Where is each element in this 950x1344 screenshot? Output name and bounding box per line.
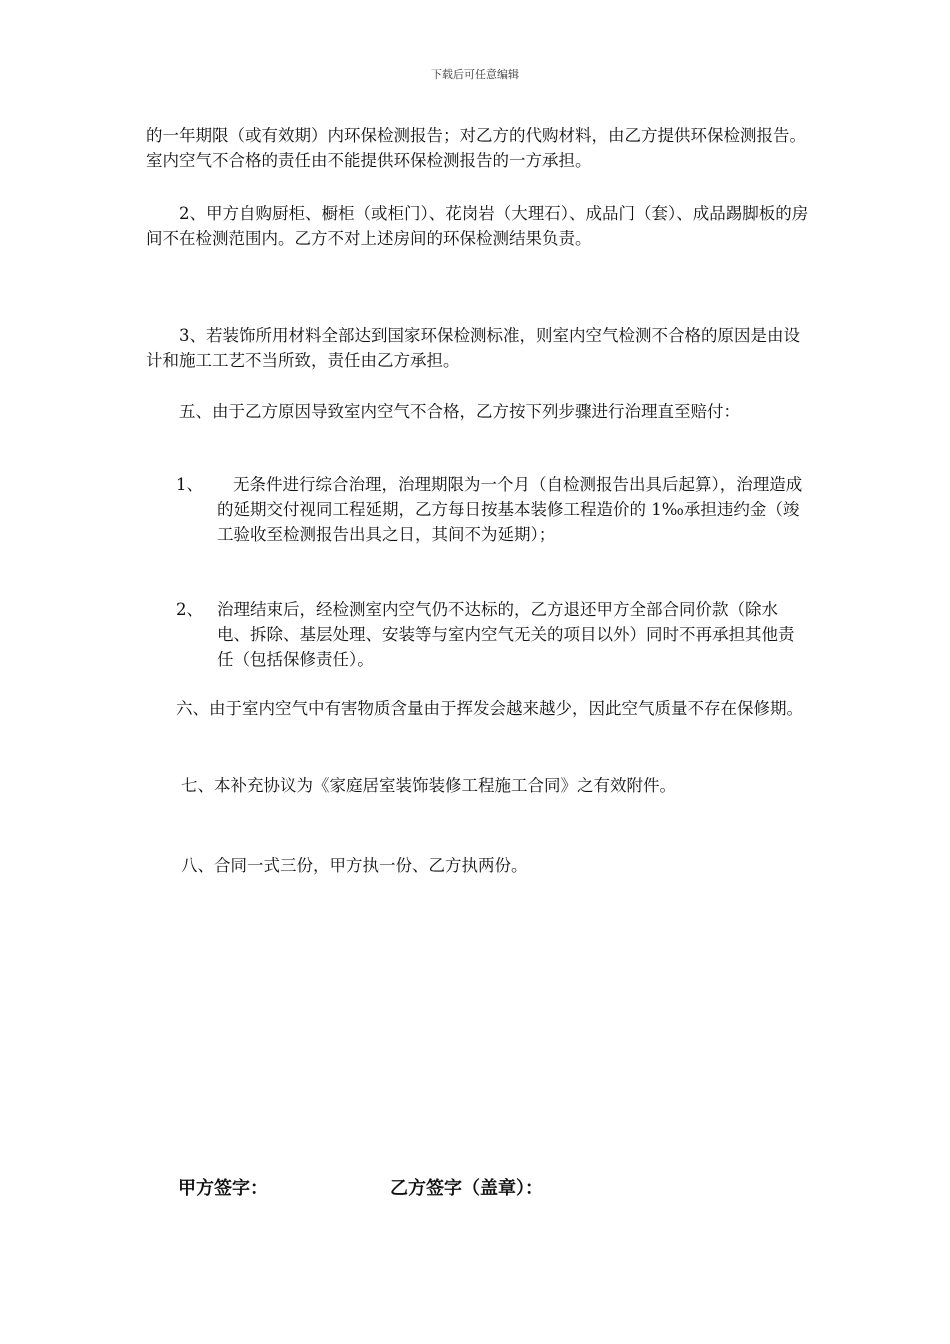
list-item-1: [176, 472, 806, 547]
paragraph-item-2: 2、甲方自购厨柜、橱柜（或柜门）、花岗岩（大理石）、成品门（套）、成品踢脚板的房间不在检测范围内。乙方不对上述房间的环保检测结果负责。: [146, 204, 809, 248]
list-item-2: [176, 597, 806, 672]
list-item-number: 1、: [176, 475, 203, 494]
page-header: 下载后可任意编辑: [431, 68, 519, 81]
list-item-number: 2、: [176, 600, 203, 619]
paragraph-section-8: 八、合同一式三份，甲方执一份、乙方执两份。: [181, 856, 528, 875]
party-b-signature-label: 乙方签字（盖章）：: [390, 1178, 543, 1199]
paragraph-section-6: 六、由于室内空气中有害物质含量由于挥发会越来越少，因此空气质量不存在保修期。: [176, 699, 803, 718]
paragraph-section-5: 五、由于乙方原因导致室内空气不合格，乙方按下列步骤进行治理直至赔付：: [179, 402, 740, 421]
list-item-text: 无条件进行综合治理，治理期限为一个月（自检测报告出具后起算），治理造成的延期交付视同工程延期，乙方每日按基本装修工程造价的 1‰承担违约金（竣工验收至检测报告出具之日，其间不为延期）；: [217, 475, 803, 544]
paragraph-item-3: 3、若装饰所用材料全部达到国家环保检测标准，则室内空气检测不合格的原因是由设计和施工工艺不当所致，责任由乙方承担。: [146, 326, 800, 370]
party-a-signature-label: 甲方签字：: [178, 1178, 268, 1199]
paragraph-environmental-report: 的一年期限（或有效期）内环保检测报告；对乙方的代购材料，由乙方提供环保检测报告。室内空气不合格的责任由不能提供环保检测报告的一方承担。: [146, 126, 806, 170]
paragraph-section-7: 七、本补充协议为《家庭居室装饰装修工程施工合同》之有效附件。: [181, 776, 676, 795]
list-item-text: 治理结束后，经检测室内空气仍不达标的，乙方退还甲方全部合同价款（除水电、拆除、基层处理、安装等与室内空气无关的项目以外）同时不再承担其他责任（包括保修责任）。: [217, 600, 795, 669]
